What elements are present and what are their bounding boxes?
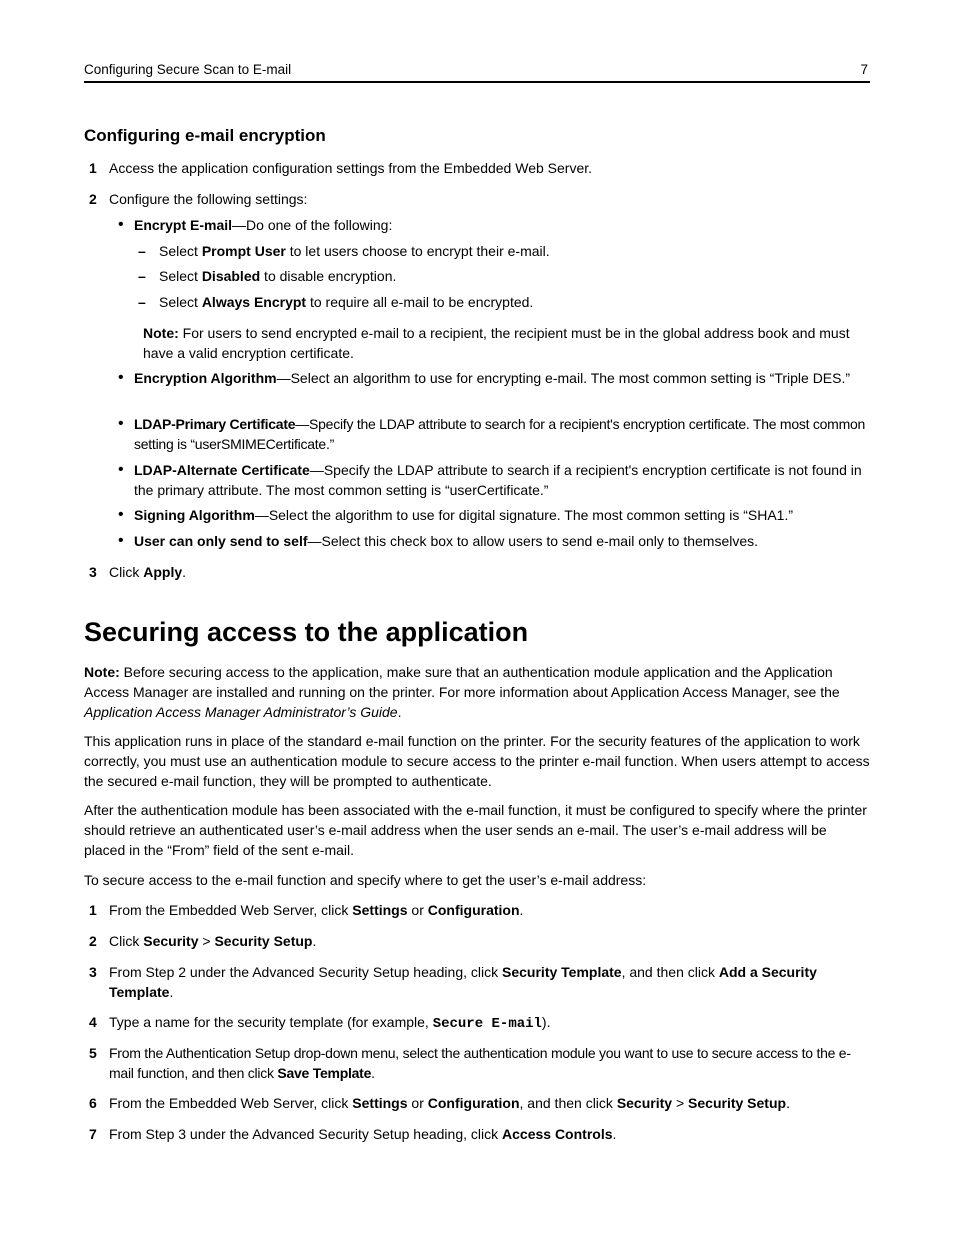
step-text	[109, 900, 870, 920]
note-body: For users to send encrypted e-mail to a recipient, the recipient must be in the global address book and must have a valid encryption certificate.	[143, 325, 850, 361]
text: or	[407, 1095, 428, 1111]
step-number: 3	[89, 964, 97, 980]
bullet-icon: •	[118, 506, 124, 523]
setting-label: Encrypt E-mail	[134, 217, 233, 233]
step-text: Configure the following settings:	[109, 191, 308, 207]
text: >	[672, 1095, 689, 1111]
dash-icon: –	[138, 243, 146, 259]
ui-label: Settings	[352, 902, 408, 918]
dash-text	[159, 266, 870, 286]
text: , and then click	[519, 1095, 617, 1111]
step-text	[109, 1124, 870, 1144]
setting-description: —Select this check box to allow users to send e-mail only to themselves.	[307, 533, 759, 549]
ui-label: Add a Security Template	[109, 964, 817, 1000]
note-label: Note:	[84, 664, 120, 680]
step-number: 7	[89, 1126, 97, 1142]
setting-label: Signing Algorithm	[134, 507, 255, 523]
ui-label: Save Template	[277, 1065, 372, 1081]
bullet-icon: •	[118, 216, 124, 233]
text: .	[612, 1126, 617, 1142]
example-name: Secure E-mail	[432, 1016, 542, 1032]
step-text: Access the application configuration settings from the Embedded Web Server.	[109, 160, 593, 176]
ui-label: Access Controls	[502, 1126, 613, 1142]
note-body: Before securing access to the application, make sure that an authentication module application and the Application Access Manager are installed and running on the printer. For more information about Application Access Manager, see the	[84, 664, 840, 700]
setting-description: —Select the algorithm to use for digital signature. The most common setting is “SHA1.”	[254, 507, 794, 523]
text: Click	[109, 564, 144, 580]
step-number: 2	[89, 191, 97, 207]
setting-label: LDAP-Alternate Certificate	[134, 462, 310, 478]
text: .	[182, 564, 187, 580]
text: .	[312, 933, 317, 949]
option-label: Prompt User	[201, 243, 286, 259]
step-number: 6	[89, 1095, 97, 1111]
text: , and then click	[621, 964, 719, 980]
paragraph-2: After the authentication module has been associated with the e-mail function, it must be configured to specify where the printer should retrieve an authenticated user’s e-mail address when the user sends an e-mail. The user’s e-mail address will be placed in the “From” field of the sent e-mail.	[84, 802, 867, 858]
text: to let users choose to encrypt their e-mail.	[285, 243, 550, 259]
text: to require all e-mail to be encrypted.	[306, 294, 534, 310]
ui-label: Security Setup	[688, 1095, 787, 1111]
setting-description: —Select an algorithm to use for encrypting e-mail. The most common setting is “Triple DES.”	[276, 370, 851, 386]
setting-description: —Specify the LDAP attribute to search if a recipient's encryption certificate is not found in the primary attribute. The most common setting is “userCertificate.”	[134, 462, 862, 498]
section-heading-email-encryption: Configuring e-mail encryption	[84, 126, 326, 145]
text: .	[371, 1065, 375, 1081]
text: .	[169, 984, 174, 1000]
ui-label: Configuration	[427, 902, 520, 918]
bullet-icon: •	[118, 532, 124, 549]
step-text	[109, 931, 870, 951]
step-text	[109, 1043, 870, 1083]
text: Select	[159, 243, 202, 259]
bullet-icon: •	[118, 461, 124, 478]
bullet-text	[134, 368, 870, 388]
ui-label: Configuration	[427, 1095, 520, 1111]
dash-icon: –	[138, 268, 146, 284]
text: From Step 3 under the Advanced Security Setup heading, click	[109, 1126, 503, 1142]
section-heading-securing-access: Securing access to the application	[84, 617, 529, 647]
text: .	[519, 902, 524, 918]
step-text	[109, 562, 870, 582]
note-label: Note:	[143, 325, 179, 341]
note-text	[143, 323, 850, 363]
setting-label: LDAP-Primary Certificate	[134, 416, 296, 432]
note-before-securing	[84, 662, 870, 722]
step-number: 1	[89, 160, 97, 176]
text: .	[786, 1095, 790, 1111]
text: >	[198, 933, 215, 949]
dash-icon: –	[138, 294, 146, 310]
page-number: 7	[860, 62, 868, 77]
setting-label: User can only send to self	[134, 533, 308, 549]
text: Click	[109, 933, 144, 949]
step-text	[109, 962, 870, 1002]
text: to disable encryption.	[260, 268, 397, 284]
option-label: Disabled	[201, 268, 261, 284]
dash-text	[159, 241, 870, 261]
step-number: 1	[89, 902, 97, 918]
step-number: 5	[89, 1045, 97, 1061]
step-text	[109, 1012, 870, 1034]
setting-description: —Do one of the following:	[232, 217, 393, 233]
ui-label: Security Template	[502, 964, 622, 980]
header-title: Configuring Secure Scan to E-mail	[84, 62, 292, 77]
step-number: 4	[89, 1014, 97, 1030]
text: From the Embedded Web Server, click	[109, 1095, 353, 1111]
step-number: 2	[89, 933, 97, 949]
option-label: Always Encrypt	[201, 294, 307, 310]
text: ).	[541, 1014, 551, 1030]
paragraph-1: This application runs in place of the standard e-mail function on the printer. For the security features of the application to work correctly, you must use an authentication module to secure access to the printer e-mail function. When users attempt to access the secured e-mail function, they will be prompted to authenticate.	[84, 733, 870, 789]
ui-label: Security	[616, 1095, 673, 1111]
text: From Step 2 under the Advanced Security Setup heading, click	[109, 964, 503, 980]
ui-label: Apply	[143, 564, 183, 580]
step-text	[109, 1093, 870, 1113]
ui-label: Security Setup	[214, 933, 313, 949]
bullet-icon: •	[118, 369, 124, 386]
note-body: .	[397, 704, 402, 720]
text: Select	[159, 294, 202, 310]
bullet-text	[134, 531, 870, 551]
text: Type a name for the security template (for example,	[109, 1014, 433, 1030]
text: Select	[159, 268, 202, 284]
bullet-text	[134, 414, 870, 454]
bullet-text	[134, 215, 870, 235]
ui-label: Settings	[352, 1095, 408, 1111]
step-number: 3	[89, 564, 97, 580]
text: From the Embedded Web Server, click	[109, 902, 353, 918]
setting-description: —Specify the LDAP attribute to search for a recipient's encryption certificate. The most common setting is “userSMIMECertificate.”	[134, 416, 866, 452]
text: or	[407, 902, 428, 918]
paragraph-3: To secure access to the e-mail function and specify where to get the user’s e-mail address:	[84, 872, 647, 888]
dash-text	[159, 292, 870, 312]
text: From the Authentication Setup drop-down menu, select the authentication module you want to use to secure access to the e-mail function, and then click	[109, 1045, 851, 1081]
page-header	[84, 60, 870, 83]
setting-label: Encryption Algorithm	[134, 370, 277, 386]
bullet-text	[134, 460, 870, 500]
bullet-text	[134, 505, 870, 525]
bullet-icon: •	[118, 415, 124, 432]
guide-title: Application Access Manager Administrator’s Guide	[84, 704, 398, 720]
ui-label: Security	[143, 933, 199, 949]
